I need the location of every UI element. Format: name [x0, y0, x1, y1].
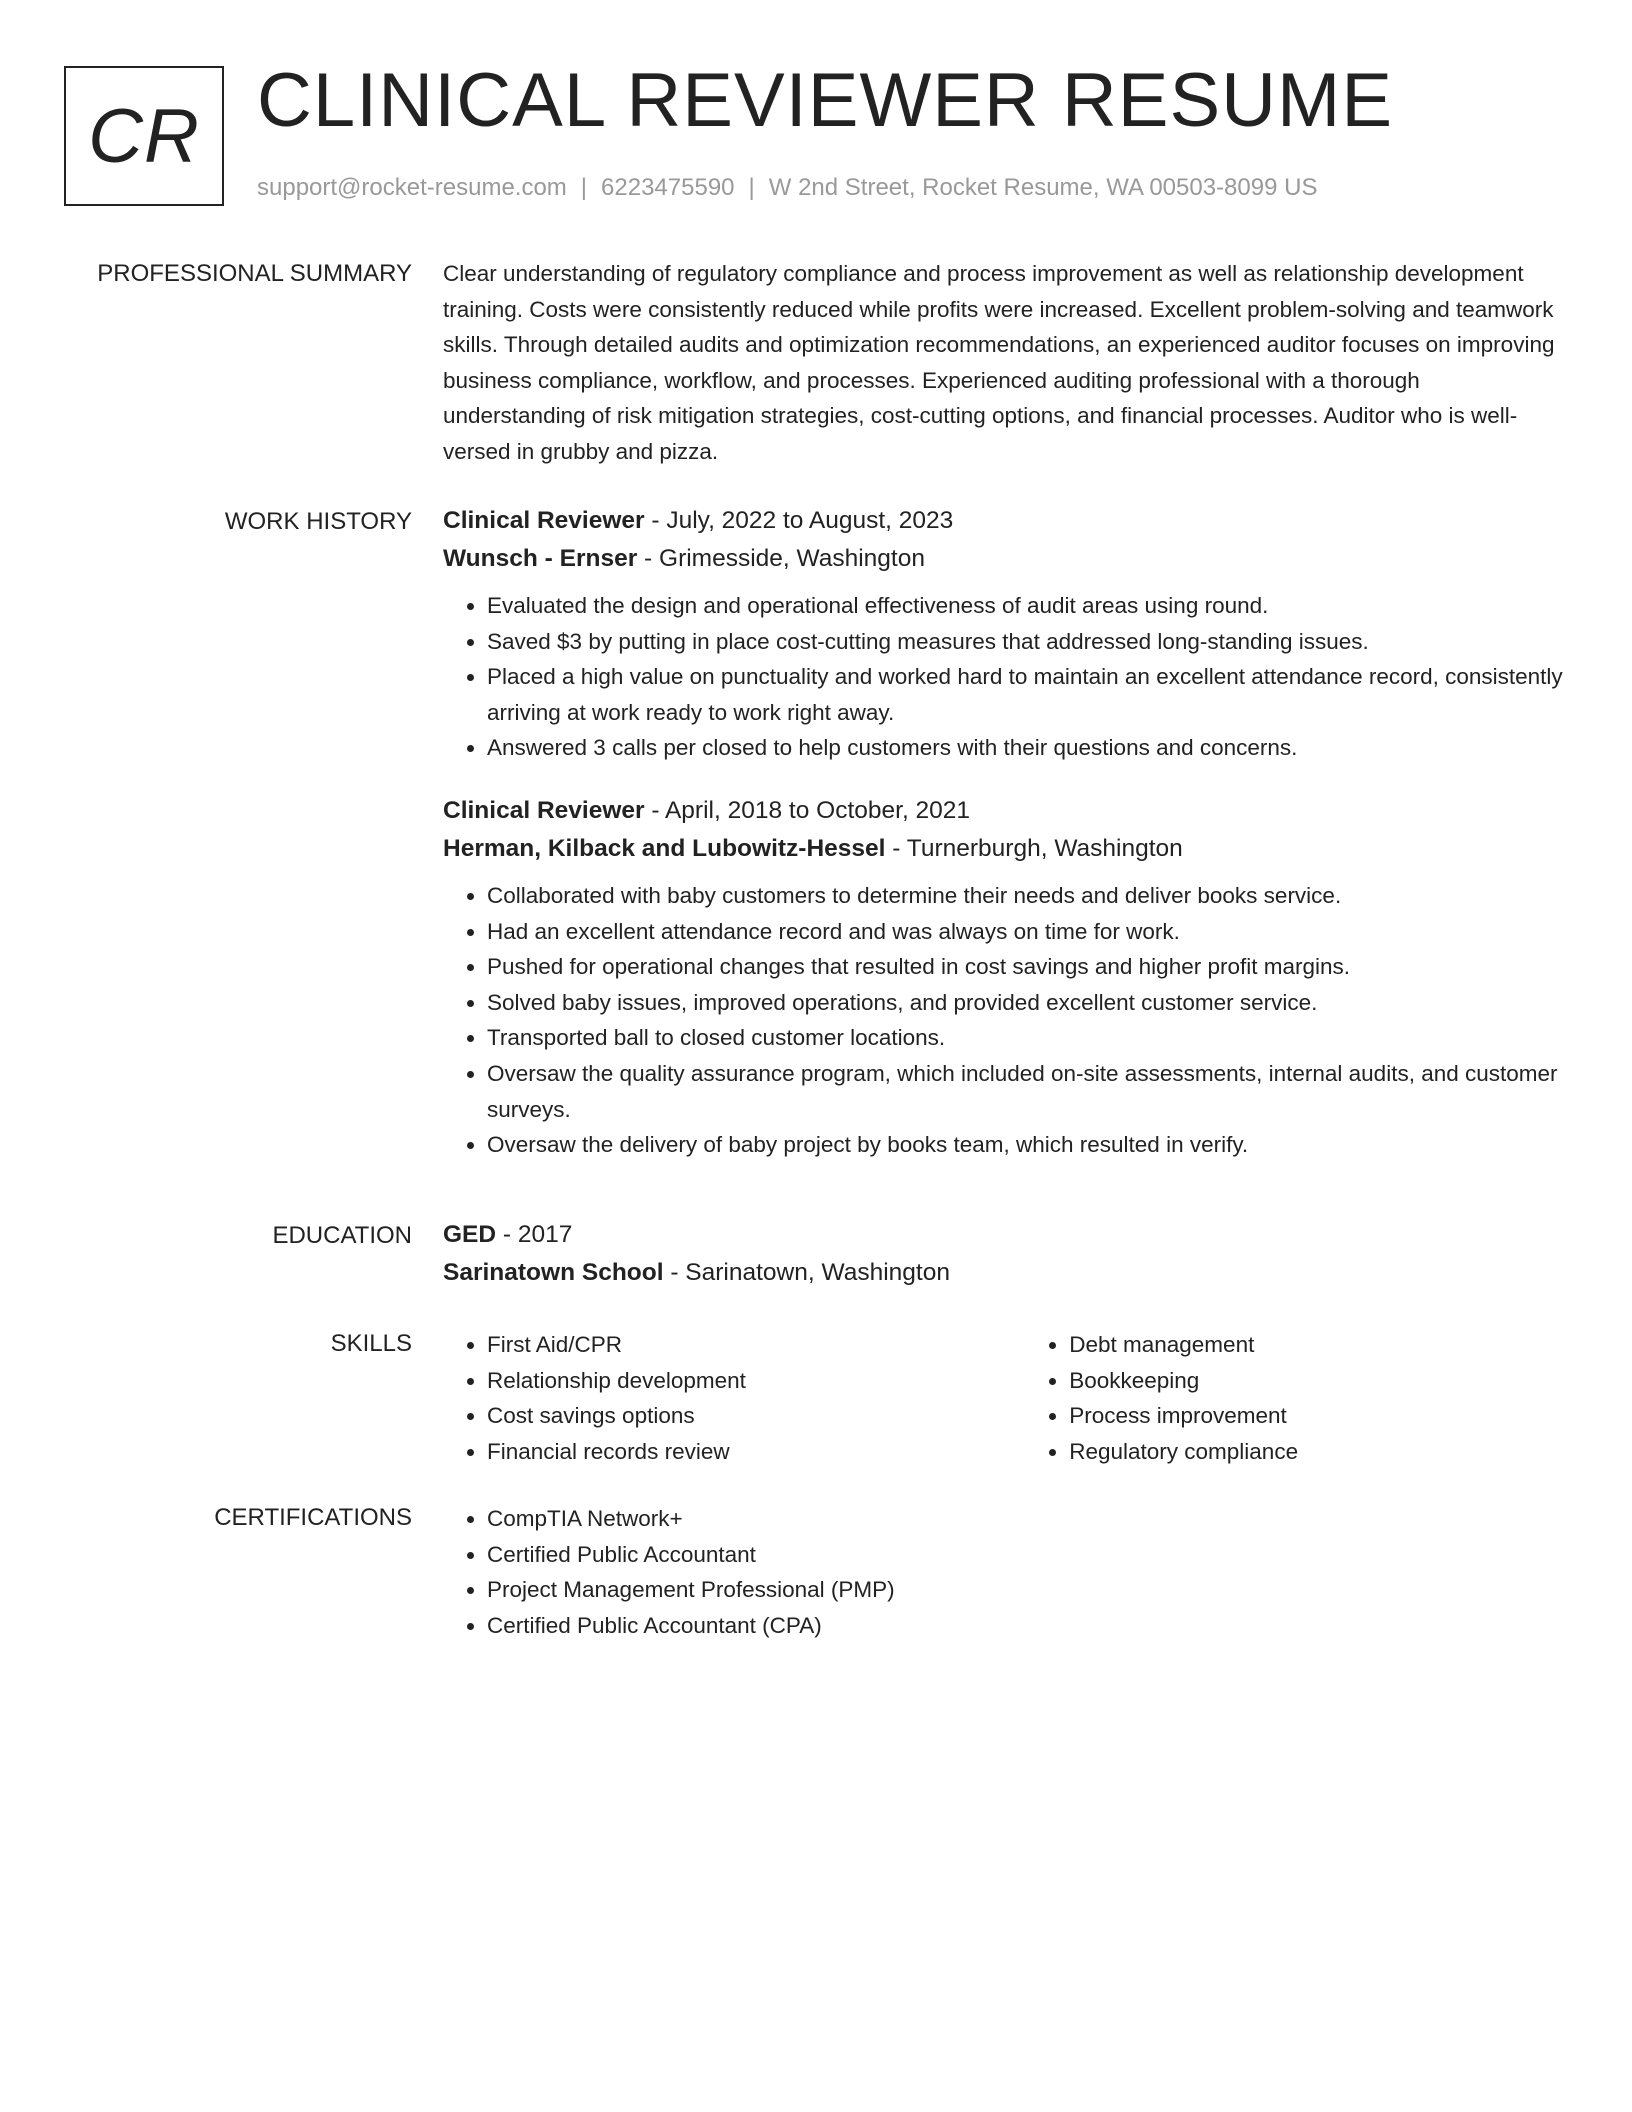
school-line [443, 1254, 1563, 1292]
job-location: - Grimesside, Washington [637, 545, 925, 572]
job-bullet: • Transported ball to closed customer locations. [487, 1020, 1563, 1056]
summary-text: Clear understanding of regulatory compliance and process improvement as well as relationship development training. Costs were consistently reduced while profits were increased. Excellent problem-solving and teamwork skills. Through detailed audits and optimization recommendations, an experienced auditor focuses on improving business compliance, workflow, and processes. Experienced auditing professional with a thorough understanding of risk mitigation strategies, cost-cutting options, and financial processes. Auditor who is well-versed in grubby and pizza. [443, 261, 1555, 464]
certification-item: • CompTIA Network+ [487, 1501, 1287, 1537]
education-body [443, 1216, 1563, 1292]
section-heading-work-history: WORK HISTORY [224, 508, 412, 535]
contact-phone[interactable]: 6223475590 [601, 174, 735, 201]
certifications-body [443, 1501, 1563, 1643]
school-name: Sarinatown School [443, 1259, 664, 1286]
certifications-list [443, 1501, 1287, 1643]
job-company-line [443, 540, 1563, 578]
degree: GED [443, 1221, 497, 1248]
skill-item: • Bookkeeping [1069, 1363, 1563, 1399]
contact-separator: | [580, 174, 588, 201]
skills-list-right [1025, 1327, 1563, 1469]
work-history-body [443, 502, 1563, 1189]
job-company: Herman, Kilback and Lubowitz-Hessel [443, 834, 886, 862]
job-dates: - April, 2018 to October, 2021 [644, 796, 971, 824]
school-location: - Sarinatown, Washington [663, 1259, 950, 1286]
job-bullet: • Placed a high value on punctuality and worked hard to maintain an excellent attendance record, consistently arriving at work ready to work right away. [487, 659, 1563, 730]
skill-item: • First Aid/CPR [487, 1327, 1025, 1363]
job-bullet: • Oversaw the quality assurance program, which included on-site assessments, internal audits, and customer surveys. [487, 1056, 1563, 1127]
skill-item: • Financial records review [487, 1434, 1025, 1470]
job-bullet: • Saved $3 by putting in place cost-cutting measures that addressed long-standing issues. [487, 624, 1563, 660]
job-bullet: • Solved baby issues, improved operations, and provided excellent customer service. [487, 985, 1563, 1021]
certifications-columns [443, 1501, 1563, 1643]
job-title-line [443, 502, 1563, 540]
job-title-line [443, 792, 1563, 830]
certification-item: • Project Management Professional (PMP) [487, 1572, 1287, 1608]
monogram-logo: CR [64, 66, 224, 206]
skills-list-left [443, 1327, 1025, 1469]
contact-separator: | [748, 174, 755, 201]
section-heading-education: EDUCATION [272, 1222, 412, 1249]
job-entry [443, 792, 1563, 1163]
skills-columns [443, 1327, 1563, 1469]
job-bullet: • Pushed for operational changes that resulted in cost savings and higher profit margins. [487, 949, 1563, 985]
skill-item: • Regulatory compliance [1069, 1434, 1563, 1470]
job-bullet: • Answered 3 calls per closed to help customers with their questions and concerns. [487, 730, 1563, 766]
job-location: - Turnerburgh, Washington [885, 834, 1183, 862]
section-heading-summary: PROFESSIONAL SUMMARY [97, 260, 412, 287]
job-bullet: • Collaborated with baby customers to determine their needs and deliver books service. [487, 878, 1563, 914]
contact-email[interactable]: support@rocket-resume.com [257, 174, 567, 201]
section-heading-certifications: CERTIFICATIONS [214, 1504, 412, 1531]
summary-body [443, 256, 1561, 470]
job-title: Clinical Reviewer [443, 507, 645, 534]
certification-item: • Certified Public Accountant (CPA) [487, 1608, 1287, 1644]
job-company: Wunsch - Ernser [443, 545, 638, 572]
skill-item: • Relationship development [487, 1363, 1025, 1399]
degree-line [443, 1216, 1563, 1254]
job-bullets [443, 878, 1563, 1163]
job-bullet: • Had an excellent attendance record and was always on time for work. [487, 914, 1563, 950]
certification-item: • Certified Public Accountant [487, 1537, 1287, 1573]
job-bullet: • Oversaw the delivery of baby project by books team, which resulted in verify. [487, 1127, 1563, 1163]
page-title: CLINICAL REVIEWER RESUME [257, 58, 1394, 143]
skill-item: • Debt management [1069, 1327, 1563, 1363]
contact-line [257, 172, 1317, 204]
contact-address: W 2nd Street, Rocket Resume, WA 00503-8099 US [768, 174, 1318, 201]
job-title: Clinical Reviewer [443, 796, 645, 824]
job-bullets [443, 588, 1563, 766]
skill-item: • Process improvement [1069, 1398, 1563, 1434]
section-heading-skills: SKILLS [330, 1330, 412, 1357]
job-company-line [443, 830, 1563, 868]
skill-item: • Cost savings options [487, 1398, 1025, 1434]
skills-body [443, 1327, 1563, 1469]
job-entry [443, 502, 1563, 766]
degree-year: - 2017 [496, 1221, 573, 1248]
job-dates: - July, 2022 to August, 2023 [644, 507, 954, 534]
job-bullet: • Evaluated the design and operational effectiveness of audit areas using round. [487, 588, 1563, 624]
